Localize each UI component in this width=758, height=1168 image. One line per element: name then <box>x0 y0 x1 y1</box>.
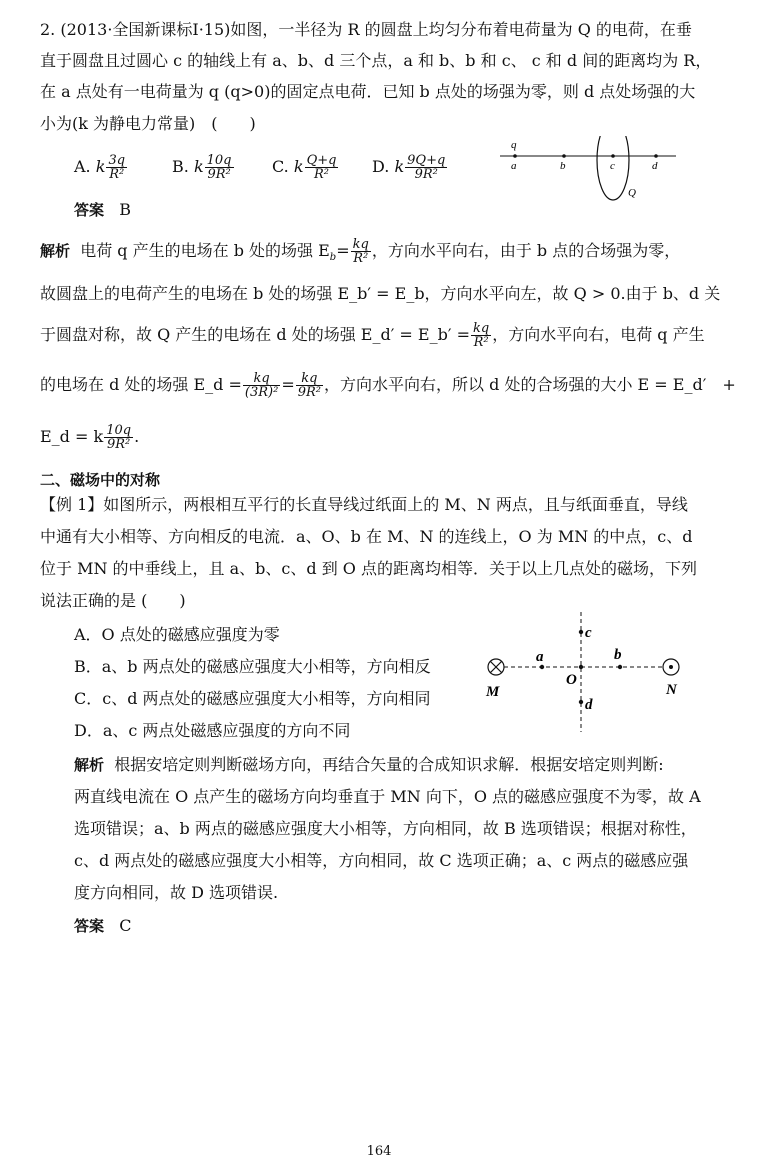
option-d-fraction <box>405 154 447 181</box>
point-b <box>562 154 566 158</box>
magnetic-field-figure <box>478 608 698 736</box>
label-O: O <box>566 672 577 688</box>
analysis-5-num: 10q <box>106 423 132 438</box>
example-analysis-line-1 <box>74 754 664 776</box>
example-option-d: D．a、c 两点处磁感应强度的方向不同 <box>74 721 351 740</box>
analysis-5-fraction <box>104 424 133 451</box>
q2-stem-line-2: 直于圆盘且过圆心 c 的轴线上有 a、b、d 三个点，a 和 b、b 和 c、 c 和 d 间的距离均为 R， <box>40 51 712 70</box>
analysis-3-text-a: 于圆盘对称，故 Q 产生的电场在 d 处的场强 E_d′ = E_b′ = <box>40 325 470 344</box>
point-c <box>611 154 615 158</box>
analysis-1-num: kq <box>352 237 369 252</box>
label-c2: c <box>585 625 592 641</box>
example-analysis-text-1: 根据安培定则判断磁场方向，再结合矢量的合成知识求解．根据安培定则判断: <box>114 755 664 774</box>
answer-label: 答案 <box>74 201 105 219</box>
example-line-4: 说法正确的是 ( ) <box>40 591 186 610</box>
option-a-label: A. <box>74 157 91 176</box>
analysis-1-sub: b <box>329 252 337 264</box>
q2-analysis-line-4 <box>40 372 736 399</box>
option-a-num: 3q <box>108 153 126 168</box>
q2-analysis-line-2: 故圆盘上的电荷产生的电场在 b 处的场强 E_b′ = E_b，方向水平向左，故 Q > 0.由于 b、d 关 <box>40 284 721 303</box>
option-b-num: 10q <box>206 153 232 168</box>
example-analysis-line-4: c、d 两点处的磁感应强度大小相等，方向相同，故 C 选项正确；a、c 两点的磁感应强 <box>74 851 689 870</box>
example-line-2: 中通有大小相等、方向相反的电流．a、O、b 在 M、N 的连线上，O 为 MN 的中点，c、d <box>40 527 693 546</box>
analysis-3-fraction <box>471 322 491 349</box>
example-analysis-line-2: 两直线电流在 O 点产生的磁场方向均垂直于 MN 向下，O 点的磁感应强度不为零，故 A <box>74 787 701 806</box>
point-b-dot <box>618 665 622 669</box>
analysis-label: 解析 <box>40 242 71 260</box>
option-b-label: B. <box>172 157 189 176</box>
analysis-5-text-b: . <box>134 427 140 446</box>
analysis-4-num-1: kq <box>243 372 280 386</box>
section-heading: 二、磁场中的对称 <box>40 471 161 489</box>
example-analysis-line-3: 选项错误；a、b 两点的磁感应强度大小相等，方向相同，故 B 选项错误；根据对称性， <box>74 819 697 838</box>
label-q: q <box>511 139 517 151</box>
option-c-k: k <box>293 157 304 176</box>
analysis-4-text-b: ，方向水平向右，所以 d 处的合场强的大小 E = E_d′ + <box>324 375 736 394</box>
q2-stem-line-4: 小为(k 为静电力常量) ( ) <box>40 114 256 133</box>
label-b: b <box>560 160 566 172</box>
point-d <box>654 154 658 158</box>
charged-disc-figure <box>496 136 686 204</box>
wire-m-into-page <box>488 659 504 675</box>
analysis-4-num-2: kq <box>296 372 323 386</box>
option-d-den: 9R² <box>414 167 438 182</box>
analysis-1-text-a: 电荷 q 产生的电场在 b 处的场强 E <box>80 241 330 260</box>
analysis-4-fraction-1 <box>243 372 280 399</box>
option-d-num: 9Q+q <box>407 153 446 168</box>
option-b-fraction <box>205 154 234 181</box>
label-a2: a <box>536 649 544 665</box>
option-b-den: 9R² <box>207 167 231 182</box>
example-answer <box>74 915 132 937</box>
label-d2: d <box>585 697 593 713</box>
option-d-label: D. <box>372 157 390 176</box>
label-b2: b <box>614 647 622 663</box>
analysis-3-text-b: ，方向水平向右，电荷 q 产生 <box>492 325 705 344</box>
option-a-fraction <box>106 154 127 181</box>
option-a-den: R² <box>109 167 125 182</box>
example-analysis-line-5: 度方向相同，故 D 选项错误. <box>74 883 279 902</box>
label-c: c <box>610 160 615 172</box>
analysis-1-eq: = <box>336 241 350 260</box>
analysis-3-num: kq <box>472 321 490 336</box>
label-M: M <box>486 684 500 700</box>
analysis-5-text-a: E_d = k <box>40 427 104 446</box>
point-a <box>513 154 517 158</box>
answer-value: B <box>119 200 132 219</box>
example-option-a: A．O 点处的磁感应强度为零 <box>74 625 280 644</box>
example-line-3: 位于 MN 的中垂线上，且 a、b、c、d 到 O 点的距离均相等．关于以上几点处的磁场，下列 <box>40 559 698 578</box>
example-answer-value: C <box>119 916 132 935</box>
analysis-1-text-b: ，方向水平向右，由于 b 点的合场强为零， <box>371 241 681 260</box>
q2-option-b <box>172 154 235 181</box>
q2-answer <box>74 199 131 221</box>
label-d: d <box>652 160 658 172</box>
option-c-num: Q+q <box>306 153 337 168</box>
analysis-1-fraction <box>351 238 371 265</box>
point-o-dot <box>579 665 583 669</box>
analysis-4-den-1: (3R)² <box>244 385 279 400</box>
analysis-1-den: R² <box>353 251 369 266</box>
label-Q: Q <box>628 187 636 199</box>
wire-n-out-of-page <box>663 659 679 675</box>
analysis-5-den: 9R² <box>107 437 131 452</box>
q2-option-c <box>272 154 339 181</box>
option-b-k: k <box>193 157 204 176</box>
option-c-label: C. <box>272 157 289 176</box>
point-c-dot <box>579 630 583 634</box>
example-answer-label: 答案 <box>74 917 105 935</box>
example-option-c: C．c、d 两点处的磁感应强度大小相等，方向相同 <box>74 689 431 708</box>
label-a: a <box>511 160 517 172</box>
q2-analysis-line-5 <box>40 424 139 451</box>
page-number: 164 <box>366 1144 392 1159</box>
option-c-den: R² <box>314 167 329 182</box>
analysis-4-fraction-2 <box>296 372 323 399</box>
point-d-dot <box>579 700 583 704</box>
q2-analysis-line-1 <box>40 238 680 269</box>
q2-stem-line-1: 2. (2013·全国新课标Ⅰ·15)如图，一半径为 R 的圆盘上均匀分布着电荷量为 Q 的电荷，在垂 <box>40 20 692 39</box>
q2-analysis-line-3 <box>40 322 705 349</box>
q2-option-a <box>74 154 128 181</box>
analysis-4-den-2: 9R² <box>297 385 322 400</box>
point-a-dot <box>540 665 544 669</box>
example-line-1: 【例 1】如图所示，两根相互平行的长直导线过纸面上的 M、N 两点，且与纸面垂直，导线 <box>40 495 688 514</box>
analysis-3-den: R² <box>473 335 489 350</box>
example-analysis-label: 解析 <box>74 756 105 774</box>
analysis-4-text-a: 的电场在 d 处的场强 E_d = <box>40 375 242 394</box>
label-N: N <box>666 682 677 698</box>
option-a-k: k <box>95 157 106 176</box>
q2-option-d <box>372 154 448 181</box>
example-option-b: B．a、b 两点处的磁感应强度大小相等，方向相反 <box>74 657 431 676</box>
analysis-4-eq: = <box>281 375 295 394</box>
option-d-k: k <box>394 157 405 176</box>
q2-stem-line-3: 在 a 点处有一电荷量为 q (q>0)的固定点电荷．已知 b 点处的场强为零，则 d 点处场强的大 <box>40 82 696 101</box>
option-c-fraction <box>305 154 339 181</box>
